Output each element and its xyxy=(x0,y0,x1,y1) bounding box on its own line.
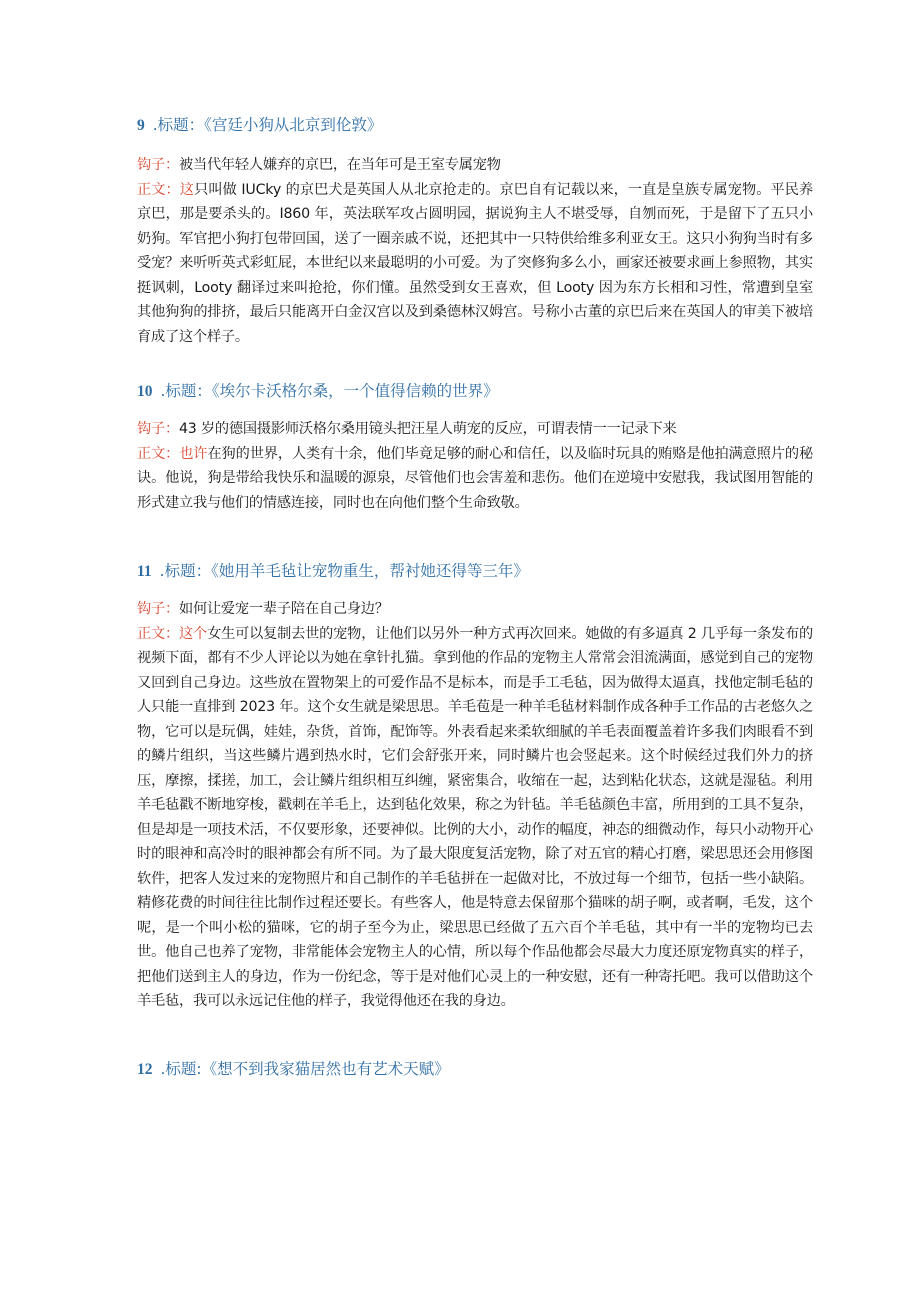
hook-label: 钩子： xyxy=(137,421,179,437)
body-paragraph xyxy=(137,442,813,516)
body-paragraph xyxy=(137,622,813,1014)
body-label: 正文： xyxy=(137,625,180,642)
section-title xyxy=(137,560,813,583)
hook-text: 被当代年轻人嫌弃的京巴，在当年可是王室专属宠物 xyxy=(178,157,501,173)
section-12 xyxy=(137,1058,813,1081)
hook-label: 钩子： xyxy=(137,601,179,617)
section-title xyxy=(137,380,813,403)
body-paragraph xyxy=(137,178,813,350)
title-text: .标题：《她用羊毛毡让宠物重生，帮衬她还得等三年》 xyxy=(159,562,529,580)
hook-label: 钩子： xyxy=(137,157,179,173)
title-text: .标题:《想不到我家猫居然也有艺术天赋》 xyxy=(160,1060,450,1078)
body-lead: 这个 xyxy=(179,625,208,642)
section-number: 12 xyxy=(137,1061,153,1078)
body-text: 女生可以复制去世的宠物，让他们以另外一种方式再次回来。她做的有多逼真 2 几乎每一条发布的视频下面，都有不少人评论以为她在拿针扎猫。拿到他的作品的宠物主人常常会泪流满面，感觉到自己的宠物又回到自己身边。这些放在置物架上的可爱作品不是标本，而是手工毛毡，因为做得太逼真，找他定制毛毡的人只能一直排到 2023 年。这个女生就是梁思思。羊毛苞是一种羊毛毡材料制作成各种手工作品的古老悠久之物，它可以是玩偶，娃娃，杂货，首饰，配饰等。外表看起来柔软细腻的羊毛表面覆盖着许多我们肉眼看不到的鳞片组织，当这些鳞片遇到热水时，它们会舒张开来，同时鳞片也会竖起来。这个时候经过我们外力的挤压，摩擦，揉搓，加工，会让鳞片组织相互纠缠，紧密集合，收缩在一起，达到粘化状态，这就是湿毡。利用羊毛毡戳不断地穿梭，戳刺在羊毛上，达到毡化效果，称之为针毡。羊毛毡颜色丰富，所用到的工具不复杂，但是却是一项技术活，不仅要形象，还要神似。比例的大小，动作的幅度，神态的细微动作，每只小动物开心时的眼神和高冷时的眼神都会有所不同。为了最大限度复活宠物，除了对五官的精心打磨，梁思思还会用修图软件，把客人发过来的宠物照片和自己制作的羊毛毡拼在一起做对比，不放过每一个细节，包括一些小缺陷。精修花费的时间往往比制作过程还要长。有些客人，他是特意去保留那个猫咪的胡子啊，或者啊，毛发，这个呢，是一个叫小松的猫咪，它的胡子至今为止，梁思思已经做了五六百个羊毛毡，其中有一半的宠物均已去世。他自己也养了宠物，非常能体会宠物主人的心情，所以每个作品他都会尽最大力度还原宠物真实的样子，把他们送到主人的身边，作为一份纪念，等于是对他们心灵上的一种安慰，还有一种寄托吧。我可以借助这个羊毛毡，我可以永远记住他的样子，我觉得他还在我的身边。 xyxy=(137,625,813,1009)
body-label: 正文： xyxy=(137,445,180,462)
section-10 xyxy=(137,380,813,515)
title-text: .标题：《埃尔卡沃格尔桑，一个值得信赖的世界》 xyxy=(160,382,499,400)
hook-text: 如何让爱宠一辈子陪在自己身边？ xyxy=(178,601,389,617)
section-title xyxy=(137,114,813,137)
body-text: 只叫做 IUCky 的京巴犬是英国人从北京抢走的。京巴自有记载以来，一直是皇族专属宠物。平民养京巴，那是要杀头的。I860 年，英法联军攻占圆明园，据说狗主人不堪受辱，自刎而死，于是留下了五只小奶狗。军官把小狗打包带回国，送了一圈亲戚不说，还把其中一只特供给维多利亚女王。这只小狗狗当时有多受宠？来听听英式彩虹屁，本世纪以来最聪明的小可爱。为了突修狗多么小，画家还被要求画上参照物，其实挺讽刺，Looty 翻译过来叫抢抢，你们懂。虽然受到女王喜欢，但 Looty 因为东方长相和习性，常遭到皇室其他狗狗的排挤，最后只能离开白金汉宫以及到桑德林汉姆宫。号称小古董的京巴后来在英国人的审美下被培育成了这个样子。 xyxy=(137,181,813,345)
body-label: 正文： xyxy=(137,181,180,198)
body-lead: 也许 xyxy=(179,445,208,462)
section-number: 11 xyxy=(137,563,152,580)
hook-text: 43 岁的德国摄影师沃格尔桑用镜头把汪星人萌宠的反应，可谓表情一一记录下来 xyxy=(178,421,677,437)
section-number: 9 xyxy=(137,117,145,134)
section-number: 10 xyxy=(137,383,153,400)
hook-paragraph xyxy=(137,417,813,442)
body-lead: 这 xyxy=(179,181,195,198)
hook-paragraph xyxy=(137,153,813,178)
section-11 xyxy=(137,560,813,1014)
section-9 xyxy=(137,114,813,349)
title-text: .标题：《宫廷小狗从北京到伦敦》 xyxy=(152,116,383,134)
body-text: 在狗的世界，人类有十余，他们毕竟足够的耐心和信任，以及临时玩具的贿赂是他拍满意照片的秘诀。他说，狗是带给我快乐和温暖的源泉，尽管他们也会害羞和悲伤。他们在逆境中安慰我，我试图用智能的形式建立我与他们的情感连接，同时也在向他们整个生命致敬。 xyxy=(137,445,813,511)
hook-paragraph xyxy=(137,597,813,622)
section-title xyxy=(137,1058,813,1081)
